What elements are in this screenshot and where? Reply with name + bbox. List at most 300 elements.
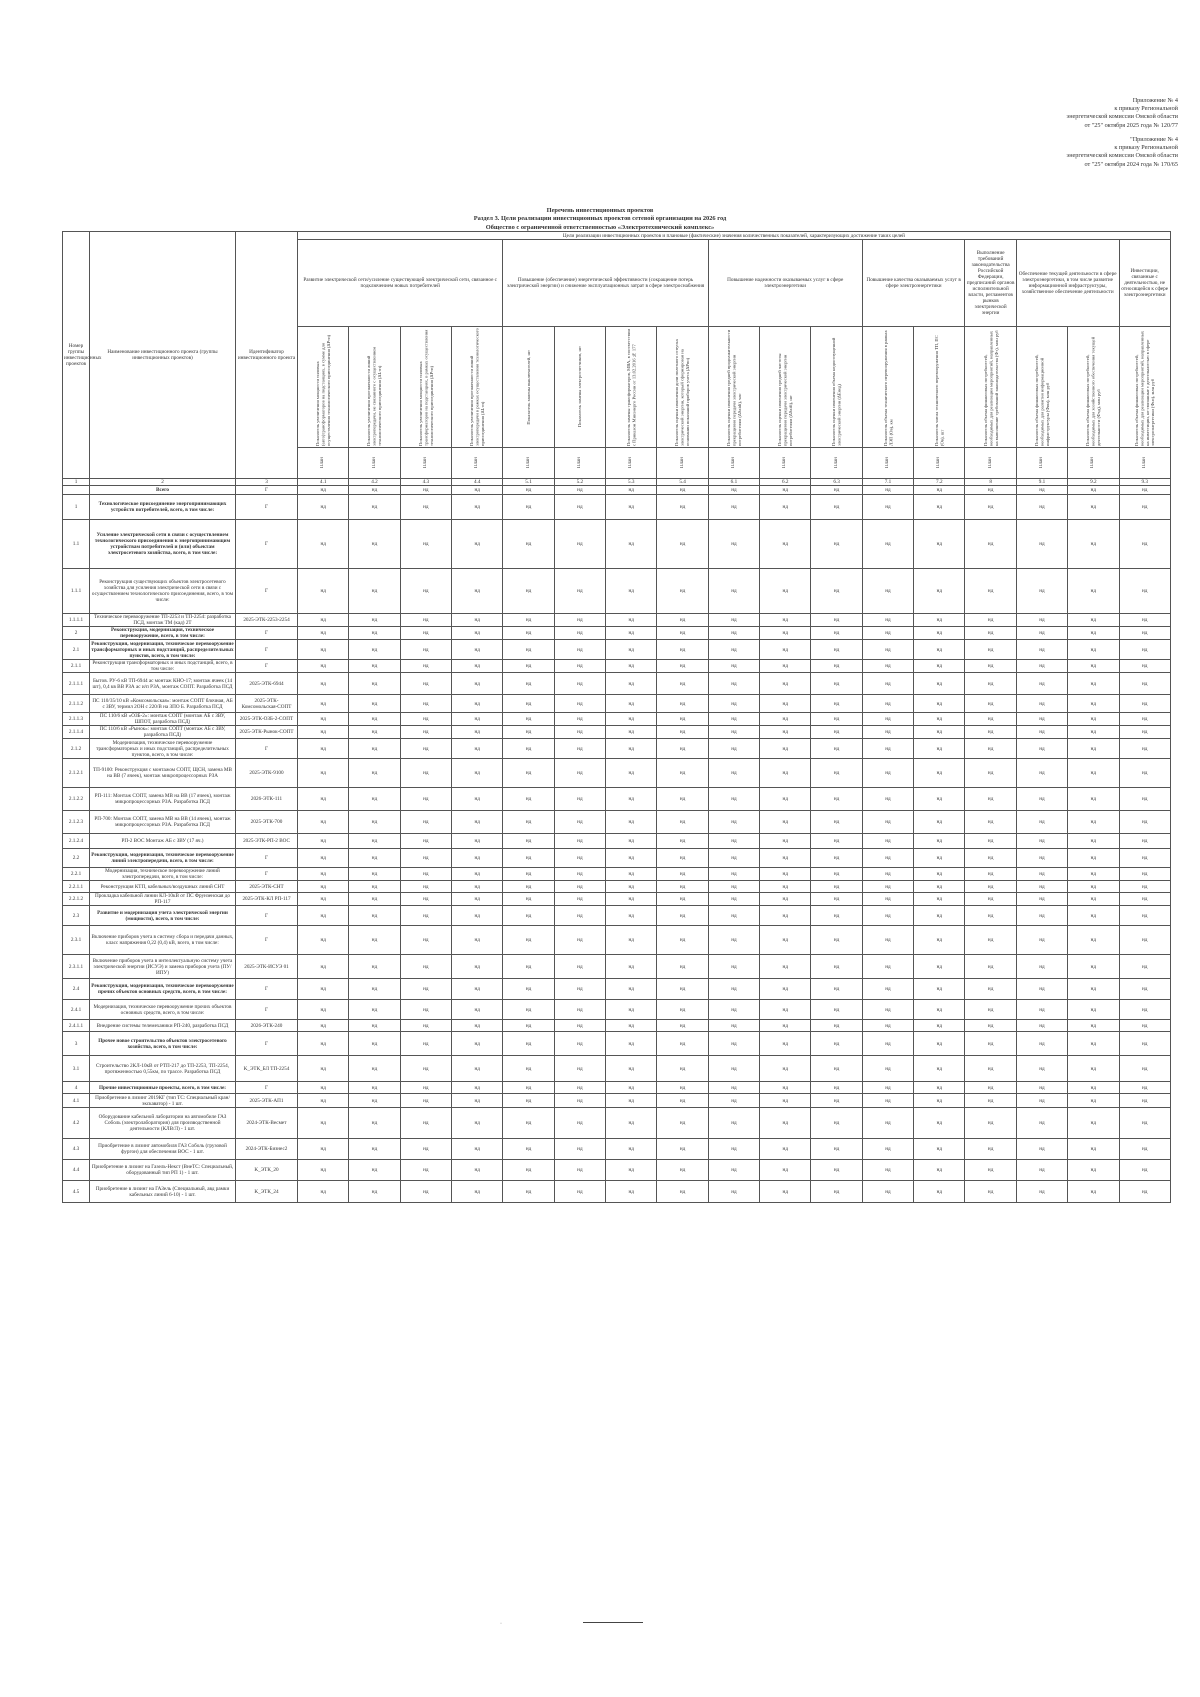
- row-value: нд: [503, 868, 554, 881]
- row-project-id: Г: [236, 627, 298, 640]
- row-value: нд: [554, 1139, 605, 1160]
- row-value: нд: [862, 1094, 913, 1108]
- row-value: нд: [452, 739, 503, 759]
- header-indicator-7: [606, 327, 657, 448]
- table-row: [63, 1020, 1171, 1032]
- title-line-3: Общество с ограниченной ответственностью «Электротехнический комплекс»: [485, 223, 715, 231]
- row-value: нд: [400, 486, 451, 495]
- row-value: нд: [965, 926, 1016, 955]
- row-value: нд: [452, 640, 503, 660]
- row-value: нд: [554, 1160, 605, 1181]
- header-group-number: Номер группы инвестиционных проектов: [63, 232, 90, 479]
- row-value: нд: [554, 1000, 605, 1020]
- row-value: нд: [400, 614, 451, 627]
- row-value: нд: [657, 906, 708, 926]
- row-value: нд: [554, 849, 605, 868]
- table-row: [63, 1094, 1171, 1108]
- row-value: нд: [1068, 849, 1119, 868]
- row-value: нд: [708, 614, 759, 627]
- row-value: нд: [606, 1032, 657, 1056]
- row-number: 4.4: [63, 1160, 90, 1181]
- row-value: нд: [1016, 713, 1067, 726]
- row-value: нд: [1119, 906, 1170, 926]
- row-value: нд: [914, 614, 965, 627]
- row-value: нд: [452, 695, 503, 713]
- row-value: нд: [554, 640, 605, 660]
- row-project-id: Г: [236, 495, 298, 520]
- row-value: нд: [811, 739, 862, 759]
- row-value: нд: [1119, 1020, 1170, 1032]
- row-value: нд: [811, 834, 862, 849]
- row-value: нд: [452, 569, 503, 614]
- row-value: нд: [298, 868, 349, 881]
- row-value: нд: [657, 569, 708, 614]
- table-row: [63, 1000, 1171, 1020]
- row-value: нд: [811, 695, 862, 713]
- row-value: нд: [1068, 926, 1119, 955]
- row-value: нд: [400, 1000, 451, 1020]
- row-project-id: Г: [236, 660, 298, 673]
- row-value: нд: [503, 614, 554, 627]
- row-value: нд: [657, 614, 708, 627]
- row-project-name: Реконструкция, модернизация, техническое перевооружение прочих объектов основных средств, всего, в том числе:: [90, 979, 236, 1000]
- row-value: нд: [1016, 868, 1067, 881]
- row-value: нд: [965, 893, 1016, 906]
- row-value: нд: [298, 955, 349, 979]
- row-value: нд: [606, 627, 657, 640]
- plan-label-text: План: [987, 457, 993, 469]
- row-value: нд: [862, 906, 913, 926]
- row-value: нд: [554, 893, 605, 906]
- appendix-line: "Приложение № 4: [1130, 136, 1178, 143]
- row-value: нд: [349, 979, 400, 1000]
- table-row: [63, 627, 1171, 640]
- row-value: нд: [554, 486, 605, 495]
- row-value: нд: [862, 713, 913, 726]
- row-value: нд: [298, 660, 349, 673]
- row-value: нд: [862, 660, 913, 673]
- row-value: нд: [708, 1108, 759, 1139]
- row-value: нд: [298, 673, 349, 695]
- row-value: нд: [349, 569, 400, 614]
- plan-label: [1119, 448, 1170, 479]
- row-value: нд: [708, 926, 759, 955]
- row-project-id: Г: [236, 486, 298, 495]
- row-project-id: Г: [236, 1000, 298, 1020]
- row-project-id: 2025-ЭТК-КЛ РП-117: [236, 893, 298, 906]
- row-value: нд: [657, 881, 708, 893]
- row-value: нд: [298, 811, 349, 834]
- row-value: нд: [349, 1056, 400, 1082]
- row-value: нд: [914, 979, 965, 1000]
- row-value: нд: [1119, 695, 1170, 713]
- row-value: нд: [708, 1032, 759, 1056]
- table-row: [63, 906, 1171, 926]
- row-project-id: 2024-ЭТК-Бизнес2: [236, 1139, 298, 1160]
- row-value: нд: [965, 1160, 1016, 1181]
- row-value: нд: [1119, 1139, 1170, 1160]
- row-value: нд: [452, 486, 503, 495]
- row-value: нд: [298, 520, 349, 569]
- plan-label-text: План: [936, 457, 942, 469]
- row-value: нд: [452, 673, 503, 695]
- row-value: нд: [1016, 955, 1067, 979]
- row-value: нд: [657, 1032, 708, 1056]
- row-value: нд: [554, 1181, 605, 1203]
- row-number: 2.1: [63, 640, 90, 660]
- column-number: 1: [63, 479, 90, 486]
- table-row: [63, 673, 1171, 695]
- plan-label-text: План: [320, 457, 326, 469]
- row-value: нд: [1016, 569, 1067, 614]
- row-value: нд: [965, 569, 1016, 614]
- row-value: нд: [811, 726, 862, 739]
- header-indicator-16: [1068, 327, 1119, 448]
- header-indicator-12: [862, 327, 913, 448]
- row-value: нд: [914, 520, 965, 569]
- row-value: нд: [811, 759, 862, 788]
- row-value: нд: [1068, 726, 1119, 739]
- row-value: нд: [862, 673, 913, 695]
- row-value: нд: [862, 788, 913, 811]
- plan-label-text: План: [1141, 457, 1147, 469]
- row-value: нд: [1068, 955, 1119, 979]
- row-value: нд: [298, 1181, 349, 1203]
- row-value: нд: [1068, 660, 1119, 673]
- row-value: нд: [606, 893, 657, 906]
- row-value: нд: [298, 614, 349, 627]
- row-number: 1.1.1.1: [63, 614, 90, 627]
- plan-label-text: План: [1038, 457, 1044, 469]
- row-project-name: Реконструкция, модернизация, техническое перевооружение трансформаторных и иных подстанций, распределительных пунктов, всего, в том числе:: [91, 640, 234, 659]
- plan-label-text: План: [730, 457, 736, 469]
- row-value: нд: [554, 811, 605, 834]
- vertical-label: Показатель увеличения протяженности линий электропередачи, не связанного с осуществлением технологического присоединения (ΔLтп): [366, 346, 383, 446]
- table-row: [63, 1160, 1171, 1181]
- row-value: нд: [298, 1082, 349, 1094]
- row-value: нд: [554, 979, 605, 1000]
- row-value: нд: [657, 811, 708, 834]
- row-value: нд: [965, 1181, 1016, 1203]
- row-value: нд: [1016, 893, 1067, 906]
- footer-rule: [583, 1622, 643, 1623]
- row-value: нд: [349, 495, 400, 520]
- row-value: нд: [708, 1181, 759, 1203]
- vertical-label: Показатель объема финансовых потребностей, необходимых для реализации мероприятий, направленных на выполнение требований законодательства (Фт), млн руб: [982, 330, 999, 446]
- row-project-id: 2026-ЭТК-240: [236, 1020, 298, 1032]
- row-value: нд: [657, 1160, 708, 1181]
- row-value: нд: [1119, 495, 1170, 520]
- plan-label: [760, 448, 811, 479]
- plan-label-text: План: [1090, 457, 1096, 469]
- row-value: нд: [1119, 486, 1170, 495]
- row-value: нд: [657, 495, 708, 520]
- row-value: нд: [298, 849, 349, 868]
- row-value: нд: [554, 726, 605, 739]
- row-value: нд: [400, 788, 451, 811]
- row-value: нд: [554, 1108, 605, 1139]
- row-value: нд: [554, 1032, 605, 1056]
- plan-label-text: План: [833, 457, 839, 469]
- row-value: нд: [349, 739, 400, 759]
- row-value: нд: [298, 788, 349, 811]
- row-value: нд: [452, 1181, 503, 1203]
- row-value: нд: [1068, 759, 1119, 788]
- row-value: нд: [914, 834, 965, 849]
- row-value: нд: [811, 614, 862, 627]
- row-project-name: Усиление электрической сети в связи с осуществлением технологического присоединения к энергопринимающим устройствам потребителей и (или) объектам электросетевого хозяйства, всего, в том числе:: [90, 520, 236, 569]
- row-project-name: Реконструкция, модернизация, техническое перевооружение линий электропередачи, всего, в том числе:: [90, 849, 236, 868]
- row-value: нд: [349, 926, 400, 955]
- row-value: нд: [349, 1108, 400, 1139]
- row-value: нд: [1068, 979, 1119, 1000]
- row-project-name: Внедрение системы телемеханики РП-240, разработка ПСД: [90, 1020, 236, 1032]
- row-value: нд: [1016, 1160, 1067, 1181]
- row-project-id: 2024-ЭТК-Весмет: [236, 1108, 298, 1139]
- column-number: 9.2: [1068, 479, 1119, 486]
- row-value: нд: [1068, 673, 1119, 695]
- row-number: 2.3.1.1: [63, 955, 90, 979]
- row-value: нд: [1016, 486, 1067, 495]
- row-value: нд: [657, 926, 708, 955]
- row-value: нд: [298, 1032, 349, 1056]
- row-value: нд: [914, 906, 965, 926]
- row-value: нд: [1119, 520, 1170, 569]
- column-number: 5.2: [554, 479, 605, 486]
- row-value: нд: [708, 660, 759, 673]
- row-value: нд: [298, 759, 349, 788]
- row-value: нд: [965, 1020, 1016, 1032]
- row-value: нд: [1016, 520, 1067, 569]
- row-value: нд: [1016, 1139, 1067, 1160]
- row-value: нд: [708, 1082, 759, 1094]
- row-value: нд: [1016, 695, 1067, 713]
- plan-label-text: План: [525, 457, 531, 469]
- row-value: нд: [708, 520, 759, 569]
- row-value: нд: [400, 955, 451, 979]
- row-value: нд: [914, 1082, 965, 1094]
- row-value: нд: [349, 849, 400, 868]
- row-value: нд: [298, 739, 349, 759]
- row-value: нд: [811, 955, 862, 979]
- row-value: нд: [349, 868, 400, 881]
- row-value: нд: [811, 1032, 862, 1056]
- row-project-id: 2025-ЭТК-9100: [236, 759, 298, 788]
- plan-label-text: План: [474, 457, 480, 469]
- row-project-name: Техническое перевооружение ТП-2253 и ТП-2254: разработка ПСД, монтаж ТМ (кад) 2Т: [90, 614, 236, 627]
- row-value: нд: [862, 1000, 913, 1020]
- row-value: нд: [349, 893, 400, 906]
- row-value: нд: [452, 893, 503, 906]
- row-value: нд: [606, 660, 657, 673]
- row-value: нд: [811, 1020, 862, 1032]
- row-value: нд: [606, 788, 657, 811]
- row-value: нд: [503, 520, 554, 569]
- row-value: нд: [400, 495, 451, 520]
- row-value: нд: [606, 739, 657, 759]
- row-value: нд: [452, 627, 503, 640]
- row-project-id: Г: [236, 979, 298, 1000]
- row-value: нд: [760, 834, 811, 849]
- row-value: нд: [914, 726, 965, 739]
- row-value: нд: [1119, 1000, 1170, 1020]
- row-project-id: K_ЭТК_20: [236, 1160, 298, 1181]
- row-value: нд: [503, 926, 554, 955]
- row-value: нд: [862, 1108, 913, 1139]
- row-number: 4.2: [63, 1108, 90, 1139]
- row-project-name: ПС 110/6 кВ «Рынок»: монтаж СОПТ (монтаж АБ с ЗВУ, разработка ПСД): [90, 726, 236, 739]
- decorative-mark: ·: [500, 1621, 502, 1627]
- row-value: нд: [1016, 759, 1067, 788]
- row-number: 4.3: [63, 1139, 90, 1160]
- row-value: нд: [657, 979, 708, 1000]
- row-value: нд: [1068, 1108, 1119, 1139]
- row-value: нд: [400, 520, 451, 569]
- table-row: [63, 695, 1171, 713]
- row-value: нд: [1068, 1032, 1119, 1056]
- row-value: нд: [400, 1032, 451, 1056]
- table-row: [63, 811, 1171, 834]
- plan-label: [298, 448, 349, 479]
- table-row: [63, 660, 1171, 673]
- row-value: нд: [606, 979, 657, 1000]
- plan-label: [349, 448, 400, 479]
- table-row: [63, 1108, 1171, 1139]
- row-number: 1.1: [63, 520, 90, 569]
- row-value: нд: [914, 1032, 965, 1056]
- row-project-id: 2025-ЭТК-АП1: [236, 1094, 298, 1108]
- row-value: нд: [606, 1108, 657, 1139]
- row-value: нд: [349, 1032, 400, 1056]
- row-number: 2.2.1: [63, 868, 90, 881]
- row-value: нд: [452, 834, 503, 849]
- row-project-id: Г: [236, 868, 298, 881]
- row-value: нд: [862, 979, 913, 1000]
- row-value: нд: [349, 906, 400, 926]
- row-value: нд: [914, 759, 965, 788]
- row-project-id: Г: [236, 906, 298, 926]
- row-value: нд: [862, 1139, 913, 1160]
- row-value: нд: [760, 759, 811, 788]
- row-value: нд: [811, 1181, 862, 1203]
- row-number: 2.1.1.3: [63, 713, 90, 726]
- row-value: нд: [965, 726, 1016, 739]
- row-value: нд: [1119, 1108, 1170, 1139]
- row-number: 2.1.2.1: [63, 759, 90, 788]
- row-value: нд: [1119, 1094, 1170, 1108]
- row-value: нд: [1016, 926, 1067, 955]
- row-value: нд: [298, 893, 349, 906]
- row-project-id: Г: [236, 926, 298, 955]
- row-value: нд: [811, 849, 862, 868]
- row-value: нд: [606, 849, 657, 868]
- header-indicator-9: [708, 327, 759, 448]
- row-number: 2.2: [63, 849, 90, 868]
- row-project-name: Прочие инвестиционные проекты, всего, в том числе:: [90, 1082, 236, 1094]
- row-value: нд: [1068, 881, 1119, 893]
- row-value: нд: [811, 569, 862, 614]
- row-project-name: РП-111: Монтаж СОПТ, замена МВ на ВВ (17 ячеек), монтаж микропроцессорных РЗА. Разработка ПСД: [90, 788, 236, 811]
- plan-label: [452, 448, 503, 479]
- row-value: нд: [811, 811, 862, 834]
- row-value: нд: [1068, 640, 1119, 660]
- row-number: 2.4.1.1: [63, 1020, 90, 1032]
- row-value: нд: [811, 627, 862, 640]
- row-number: 2.3: [63, 906, 90, 926]
- row-value: нд: [914, 495, 965, 520]
- row-value: нд: [349, 1094, 400, 1108]
- row-value: нд: [554, 926, 605, 955]
- row-value: нд: [298, 979, 349, 1000]
- title-line-1: Перечень инвестиционных проектов: [546, 207, 654, 214]
- row-project-id: 2025-ЭТК-6944: [236, 673, 298, 695]
- row-value: нд: [452, 979, 503, 1000]
- table-row: [63, 640, 1171, 660]
- column-number: 2: [90, 479, 236, 486]
- row-project-id: 2025-ЭТК-Рынок-СОПТ: [236, 726, 298, 739]
- row-value: нд: [657, 640, 708, 660]
- table-row: [63, 1139, 1171, 1160]
- row-value: нд: [1119, 673, 1170, 695]
- row-value: нд: [452, 1082, 503, 1094]
- row-number: 2.1.1.1: [63, 673, 90, 695]
- row-value: нд: [862, 739, 913, 759]
- row-value: нд: [298, 569, 349, 614]
- row-value: нд: [349, 1082, 400, 1094]
- row-value: нд: [1016, 726, 1067, 739]
- row-value: нд: [554, 627, 605, 640]
- row-value: нд: [1119, 788, 1170, 811]
- row-value: нд: [1068, 520, 1119, 569]
- row-value: нд: [708, 906, 759, 926]
- row-value: нд: [298, 906, 349, 926]
- row-value: нд: [1016, 788, 1067, 811]
- table-row: [63, 1181, 1171, 1203]
- row-project-name: Приобретение в лизинг на ГАЗель (Специальный, авд рамки кабельных линий 6-10) - 1 шт.: [90, 1181, 236, 1203]
- row-value: нд: [965, 759, 1016, 788]
- row-value: нд: [760, 486, 811, 495]
- row-value: нд: [657, 868, 708, 881]
- table-row: [63, 788, 1171, 811]
- row-project-name: Модернизация, техническое перевооружение трансформаторных и иных подстанций, распределительных пунктов, всего, в том числе:: [90, 739, 236, 759]
- row-project-id: 2026-ЭТК-111: [236, 788, 298, 811]
- vertical-label: Показатель оценки изменения доли полезного отпуска электрической энергии, который сформирован на основании показаний приборов учета (ΔPпо): [674, 339, 691, 446]
- row-value: нд: [811, 1082, 862, 1094]
- row-value: нд: [503, 739, 554, 759]
- row-value: нд: [811, 1094, 862, 1108]
- column-number: 6.1: [708, 479, 759, 486]
- row-value: нд: [349, 834, 400, 849]
- row-value: нд: [554, 739, 605, 759]
- row-value: нд: [965, 868, 1016, 881]
- row-value: нд: [298, 1139, 349, 1160]
- row-value: нд: [400, 868, 451, 881]
- row-value: нд: [708, 1056, 759, 1082]
- row-value: нд: [554, 673, 605, 695]
- row-value: нд: [503, 979, 554, 1000]
- row-value: нд: [862, 811, 913, 834]
- row-value: нд: [811, 486, 862, 495]
- investment-targets-table: [62, 231, 1171, 1203]
- row-number: 2.1.1: [63, 660, 90, 673]
- vertical-label: Показатель увеличения мощности силовых (авто)трансформаторов на подстанциях, в сумме для осуществления технологического присоединения (ΔPтп): [315, 334, 331, 446]
- header-goal-group-3: Повышение надежности оказываемых услуг в сфере электроэнергетики: [708, 240, 862, 327]
- row-number: 2.1.2.3: [63, 811, 90, 834]
- row-value: нд: [606, 640, 657, 660]
- row-value: нд: [1119, 1056, 1170, 1082]
- appendix-block-2: [898, 136, 1178, 169]
- row-value: нд: [1068, 788, 1119, 811]
